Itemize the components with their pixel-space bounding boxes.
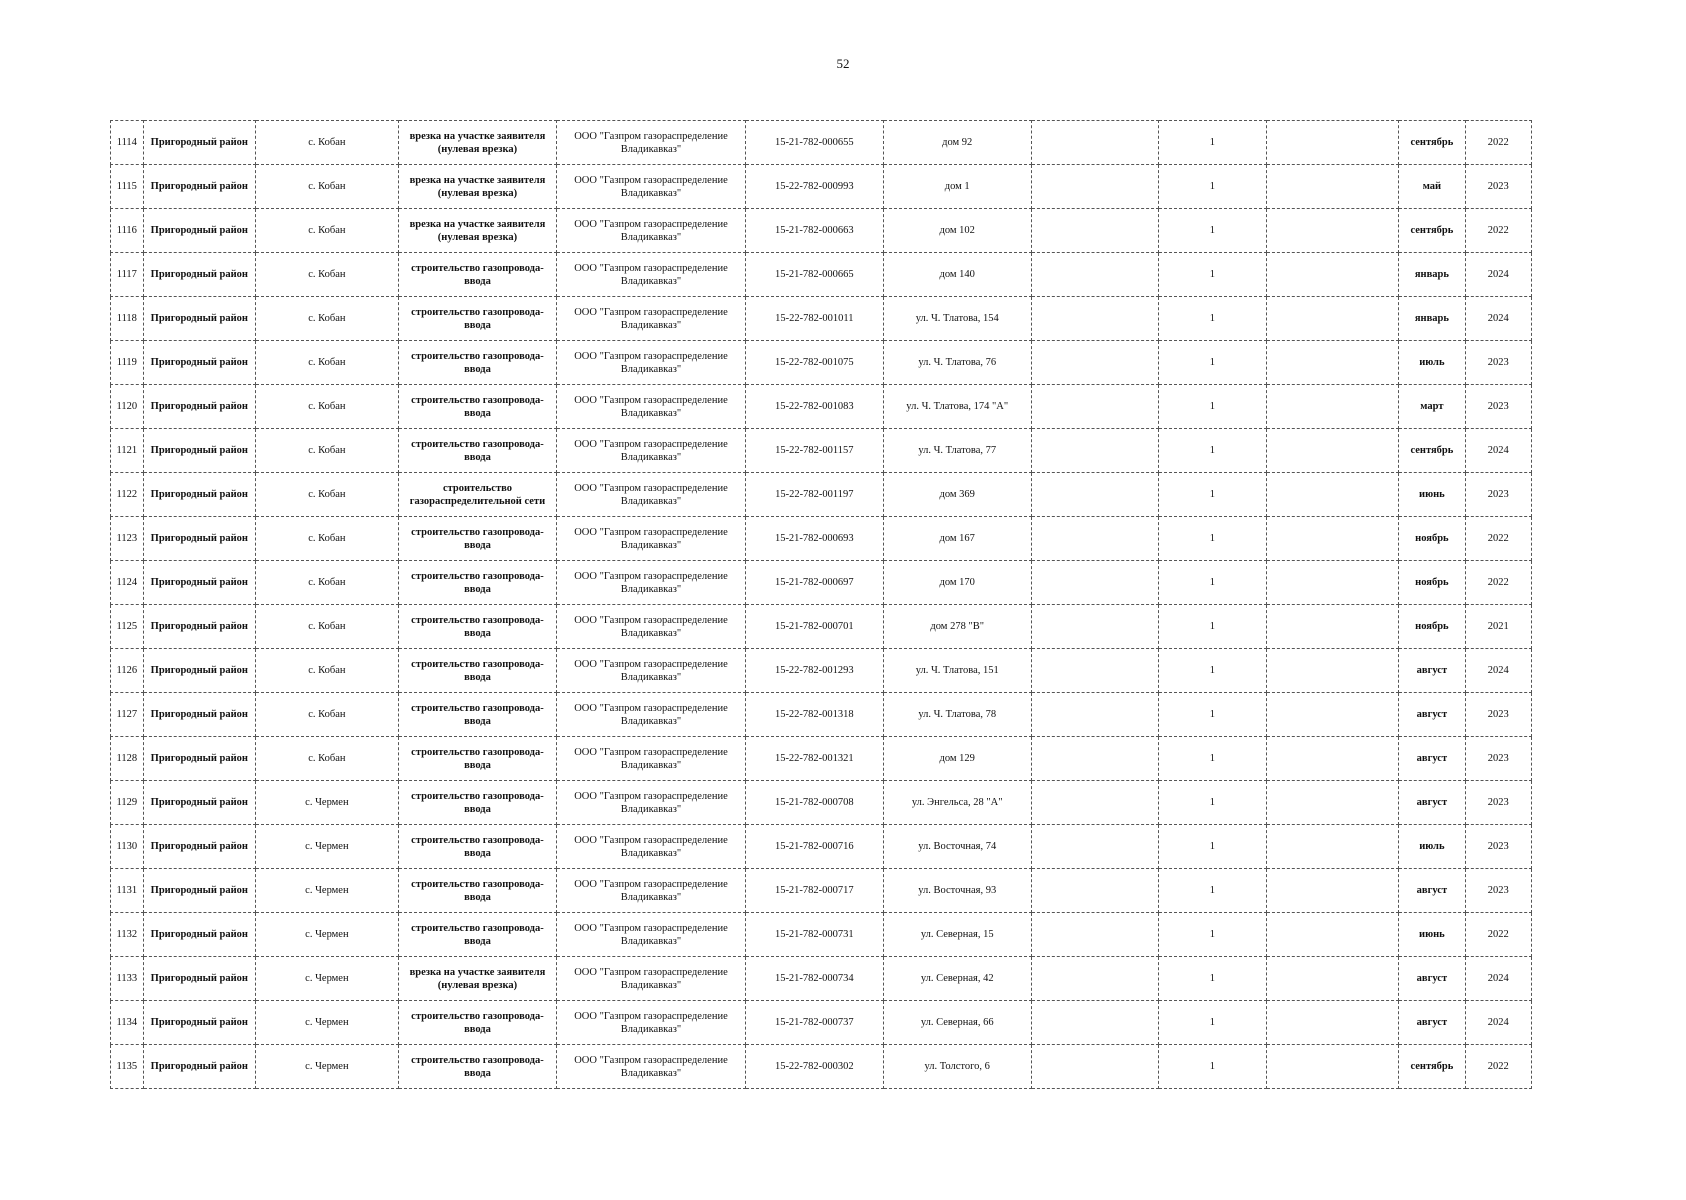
organization-cell: ООО "Газпром газораспределение Владикавказ" bbox=[557, 473, 746, 517]
district-cell: Пригородный район bbox=[143, 781, 255, 825]
empty-cell bbox=[1031, 121, 1159, 165]
village-cell: с. Кобан bbox=[255, 209, 398, 253]
application-number-cell: 15-22-782-000993 bbox=[745, 165, 883, 209]
table-row bbox=[111, 473, 1532, 517]
application-number-cell: 15-22-782-001083 bbox=[745, 385, 883, 429]
application-number-cell: 15-22-782-001075 bbox=[745, 341, 883, 385]
village-cell: с. Чермен bbox=[255, 1001, 398, 1045]
year-cell: 2022 bbox=[1465, 517, 1531, 561]
empty-cell bbox=[1031, 737, 1159, 781]
work-type-cell: строительство газопровода-ввода bbox=[398, 781, 556, 825]
district-cell: Пригородный район bbox=[143, 253, 255, 297]
district-cell: Пригородный район bbox=[143, 517, 255, 561]
district-cell: Пригородный район bbox=[143, 605, 255, 649]
village-cell: с. Кобан bbox=[255, 693, 398, 737]
organization-cell: ООО "Газпром газораспределение Владикавказ" bbox=[557, 1045, 746, 1089]
empty-cell bbox=[1266, 517, 1399, 561]
organization-cell: ООО "Газпром газораспределение Владикавказ" bbox=[557, 517, 746, 561]
row-number: 1130 bbox=[111, 825, 144, 869]
table-body bbox=[111, 121, 1532, 1089]
address-cell: дом 369 bbox=[883, 473, 1031, 517]
work-type-cell: строительство газопровода-ввода bbox=[398, 517, 556, 561]
month-cell: июнь bbox=[1399, 913, 1465, 957]
work-type-cell: строительство газопровода-ввода bbox=[398, 605, 556, 649]
work-type-cell: строительство газопровода-ввода bbox=[398, 869, 556, 913]
quantity-cell: 1 bbox=[1159, 385, 1266, 429]
year-cell: 2022 bbox=[1465, 121, 1531, 165]
work-type-cell: строительство газопровода-ввода bbox=[398, 1045, 556, 1089]
empty-cell bbox=[1266, 121, 1399, 165]
table-row bbox=[111, 429, 1532, 473]
empty-cell bbox=[1031, 473, 1159, 517]
address-cell: ул. Ч. Тлатова, 154 bbox=[883, 297, 1031, 341]
month-cell: сентябрь bbox=[1399, 209, 1465, 253]
application-number-cell: 15-21-782-000716 bbox=[745, 825, 883, 869]
row-number: 1129 bbox=[111, 781, 144, 825]
quantity-cell: 1 bbox=[1159, 1001, 1266, 1045]
empty-cell bbox=[1031, 1001, 1159, 1045]
organization-cell: ООО "Газпром газораспределение Владикавказ" bbox=[557, 825, 746, 869]
organization-cell: ООО "Газпром газораспределение Владикавказ" bbox=[557, 1001, 746, 1045]
application-number-cell: 15-21-782-000737 bbox=[745, 1001, 883, 1045]
month-cell: август bbox=[1399, 693, 1465, 737]
work-type-cell: врезка на участке заявителя (нулевая врезка) bbox=[398, 957, 556, 1001]
address-cell: ул. Восточная, 93 bbox=[883, 869, 1031, 913]
empty-cell bbox=[1031, 561, 1159, 605]
quantity-cell: 1 bbox=[1159, 121, 1266, 165]
row-number: 1125 bbox=[111, 605, 144, 649]
work-type-cell: врезка на участке заявителя (нулевая врезка) bbox=[398, 165, 556, 209]
table-row bbox=[111, 737, 1532, 781]
application-number-cell: 15-22-782-001318 bbox=[745, 693, 883, 737]
table-row bbox=[111, 825, 1532, 869]
work-type-cell: врезка на участке заявителя (нулевая врезка) bbox=[398, 209, 556, 253]
row-number: 1119 bbox=[111, 341, 144, 385]
empty-cell bbox=[1266, 737, 1399, 781]
table-row bbox=[111, 781, 1532, 825]
month-cell: май bbox=[1399, 165, 1465, 209]
district-cell: Пригородный район bbox=[143, 1045, 255, 1089]
application-number-cell: 15-21-782-000665 bbox=[745, 253, 883, 297]
empty-cell bbox=[1266, 913, 1399, 957]
village-cell: с. Чермен bbox=[255, 913, 398, 957]
empty-cell bbox=[1031, 341, 1159, 385]
work-type-cell: строительство газопровода-ввода bbox=[398, 385, 556, 429]
work-type-cell: строительство газопровода-ввода bbox=[398, 737, 556, 781]
empty-cell bbox=[1031, 165, 1159, 209]
month-cell: август bbox=[1399, 781, 1465, 825]
row-number: 1118 bbox=[111, 297, 144, 341]
row-number: 1121 bbox=[111, 429, 144, 473]
village-cell: с. Чермен bbox=[255, 869, 398, 913]
empty-cell bbox=[1031, 253, 1159, 297]
row-number: 1131 bbox=[111, 869, 144, 913]
page-number: 52 bbox=[836, 56, 850, 71]
organization-cell: ООО "Газпром газораспределение Владикавказ" bbox=[557, 385, 746, 429]
table-row bbox=[111, 341, 1532, 385]
row-number: 1123 bbox=[111, 517, 144, 561]
month-cell: ноябрь bbox=[1399, 605, 1465, 649]
address-cell: дом 170 bbox=[883, 561, 1031, 605]
district-cell: Пригородный район bbox=[143, 561, 255, 605]
district-cell: Пригородный район bbox=[143, 649, 255, 693]
year-cell: 2024 bbox=[1465, 253, 1531, 297]
empty-cell bbox=[1266, 825, 1399, 869]
application-number-cell: 15-21-782-000708 bbox=[745, 781, 883, 825]
empty-cell bbox=[1266, 561, 1399, 605]
district-cell: Пригородный район bbox=[143, 737, 255, 781]
table-row bbox=[111, 561, 1532, 605]
year-cell: 2023 bbox=[1465, 693, 1531, 737]
table-row bbox=[111, 121, 1532, 165]
address-cell: ул. Ч. Тлатова, 151 bbox=[883, 649, 1031, 693]
empty-cell bbox=[1031, 605, 1159, 649]
table-row bbox=[111, 693, 1532, 737]
village-cell: с. Чермен bbox=[255, 825, 398, 869]
application-number-cell: 15-22-782-001011 bbox=[745, 297, 883, 341]
address-cell: ул. Ч. Тлатова, 174 "А" bbox=[883, 385, 1031, 429]
table-row bbox=[111, 253, 1532, 297]
empty-cell bbox=[1266, 209, 1399, 253]
village-cell: с. Чермен bbox=[255, 957, 398, 1001]
work-type-cell: строительство газопровода-ввода bbox=[398, 1001, 556, 1045]
row-number: 1126 bbox=[111, 649, 144, 693]
organization-cell: ООО "Газпром газораспределение Владикавказ" bbox=[557, 693, 746, 737]
empty-cell bbox=[1266, 253, 1399, 297]
month-cell: август bbox=[1399, 957, 1465, 1001]
empty-cell bbox=[1266, 957, 1399, 1001]
district-cell: Пригородный район bbox=[143, 429, 255, 473]
year-cell: 2023 bbox=[1465, 825, 1531, 869]
month-cell: ноябрь bbox=[1399, 517, 1465, 561]
application-number-cell: 15-22-782-001321 bbox=[745, 737, 883, 781]
quantity-cell: 1 bbox=[1159, 341, 1266, 385]
village-cell: с. Кобан bbox=[255, 429, 398, 473]
table-row bbox=[111, 165, 1532, 209]
organization-cell: ООО "Газпром газораспределение Владикавказ" bbox=[557, 253, 746, 297]
district-cell: Пригородный район bbox=[143, 341, 255, 385]
empty-cell bbox=[1031, 957, 1159, 1001]
empty-cell bbox=[1031, 209, 1159, 253]
year-cell: 2024 bbox=[1465, 649, 1531, 693]
quantity-cell: 1 bbox=[1159, 561, 1266, 605]
address-cell: ул. Восточная, 74 bbox=[883, 825, 1031, 869]
application-number-cell: 15-22-782-001157 bbox=[745, 429, 883, 473]
empty-cell bbox=[1031, 297, 1159, 341]
empty-cell bbox=[1031, 517, 1159, 561]
village-cell: с. Чермен bbox=[255, 1045, 398, 1089]
quantity-cell: 1 bbox=[1159, 781, 1266, 825]
village-cell: с. Кобан bbox=[255, 385, 398, 429]
work-type-cell: строительство газопровода-ввода bbox=[398, 429, 556, 473]
quantity-cell: 1 bbox=[1159, 429, 1266, 473]
month-cell: август bbox=[1399, 649, 1465, 693]
organization-cell: ООО "Газпром газораспределение Владикавказ" bbox=[557, 209, 746, 253]
empty-cell bbox=[1266, 385, 1399, 429]
work-type-cell: строительство газопровода-ввода bbox=[398, 561, 556, 605]
work-type-cell: строительство газопровода-ввода bbox=[398, 341, 556, 385]
empty-cell bbox=[1266, 781, 1399, 825]
address-cell: ул. Ч. Тлатова, 78 bbox=[883, 693, 1031, 737]
application-number-cell: 15-22-782-001293 bbox=[745, 649, 883, 693]
organization-cell: ООО "Газпром газораспределение Владикавказ" bbox=[557, 957, 746, 1001]
quantity-cell: 1 bbox=[1159, 517, 1266, 561]
empty-cell bbox=[1031, 429, 1159, 473]
empty-cell bbox=[1266, 473, 1399, 517]
address-cell: дом 92 bbox=[883, 121, 1031, 165]
empty-cell bbox=[1266, 429, 1399, 473]
row-number: 1134 bbox=[111, 1001, 144, 1045]
year-cell: 2023 bbox=[1465, 165, 1531, 209]
row-number: 1122 bbox=[111, 473, 144, 517]
address-cell: дом 1 bbox=[883, 165, 1031, 209]
empty-cell bbox=[1266, 297, 1399, 341]
row-number: 1124 bbox=[111, 561, 144, 605]
village-cell: с. Кобан bbox=[255, 341, 398, 385]
work-type-cell: врезка на участке заявителя (нулевая врезка) bbox=[398, 121, 556, 165]
address-cell: ул. Северная, 66 bbox=[883, 1001, 1031, 1045]
month-cell: март bbox=[1399, 385, 1465, 429]
empty-cell bbox=[1266, 341, 1399, 385]
month-cell: ноябрь bbox=[1399, 561, 1465, 605]
empty-cell bbox=[1266, 1045, 1399, 1089]
quantity-cell: 1 bbox=[1159, 209, 1266, 253]
row-number: 1128 bbox=[111, 737, 144, 781]
organization-cell: ООО "Газпром газораспределение Владикавказ" bbox=[557, 913, 746, 957]
application-number-cell: 15-21-782-000655 bbox=[745, 121, 883, 165]
district-cell: Пригородный район bbox=[143, 121, 255, 165]
quantity-cell: 1 bbox=[1159, 649, 1266, 693]
empty-cell bbox=[1266, 605, 1399, 649]
village-cell: с. Кобан bbox=[255, 605, 398, 649]
row-number: 1135 bbox=[111, 1045, 144, 1089]
empty-cell bbox=[1266, 693, 1399, 737]
organization-cell: ООО "Газпром газораспределение Владикавказ" bbox=[557, 429, 746, 473]
table-row bbox=[111, 1001, 1532, 1045]
village-cell: с. Кобан bbox=[255, 649, 398, 693]
work-type-cell: строительство газопровода-ввода bbox=[398, 693, 556, 737]
district-cell: Пригородный район bbox=[143, 1001, 255, 1045]
address-cell: ул. Северная, 15 bbox=[883, 913, 1031, 957]
organization-cell: ООО "Газпром газораспределение Владикавказ" bbox=[557, 121, 746, 165]
row-number: 1114 bbox=[111, 121, 144, 165]
district-cell: Пригородный район bbox=[143, 693, 255, 737]
empty-cell bbox=[1031, 825, 1159, 869]
organization-cell: ООО "Газпром газораспределение Владикавказ" bbox=[557, 649, 746, 693]
quantity-cell: 1 bbox=[1159, 165, 1266, 209]
year-cell: 2024 bbox=[1465, 957, 1531, 1001]
month-cell: август bbox=[1399, 869, 1465, 913]
year-cell: 2022 bbox=[1465, 1045, 1531, 1089]
month-cell: январь bbox=[1399, 253, 1465, 297]
address-cell: дом 129 bbox=[883, 737, 1031, 781]
table-row bbox=[111, 957, 1532, 1001]
district-cell: Пригородный район bbox=[143, 869, 255, 913]
empty-cell bbox=[1266, 869, 1399, 913]
row-number: 1133 bbox=[111, 957, 144, 1001]
month-cell: сентябрь bbox=[1399, 429, 1465, 473]
organization-cell: ООО "Газпром газораспределение Владикавказ" bbox=[557, 561, 746, 605]
work-type-cell: строительство газопровода-ввода bbox=[398, 913, 556, 957]
organization-cell: ООО "Газпром газораспределение Владикавказ" bbox=[557, 781, 746, 825]
quantity-cell: 1 bbox=[1159, 605, 1266, 649]
village-cell: с. Кобан bbox=[255, 253, 398, 297]
application-number-cell: 15-22-782-001197 bbox=[745, 473, 883, 517]
year-cell: 2023 bbox=[1465, 473, 1531, 517]
quantity-cell: 1 bbox=[1159, 1045, 1266, 1089]
row-number: 1115 bbox=[111, 165, 144, 209]
quantity-cell: 1 bbox=[1159, 957, 1266, 1001]
year-cell: 2023 bbox=[1465, 737, 1531, 781]
table-row bbox=[111, 297, 1532, 341]
empty-cell bbox=[1266, 165, 1399, 209]
work-type-cell: строительство газопровода-ввода bbox=[398, 649, 556, 693]
table-row bbox=[111, 869, 1532, 913]
quantity-cell: 1 bbox=[1159, 869, 1266, 913]
application-number-cell: 15-21-782-000731 bbox=[745, 913, 883, 957]
empty-cell bbox=[1031, 385, 1159, 429]
application-number-cell: 15-21-782-000701 bbox=[745, 605, 883, 649]
address-cell: дом 278 "В" bbox=[883, 605, 1031, 649]
district-cell: Пригородный район bbox=[143, 209, 255, 253]
district-cell: Пригородный район bbox=[143, 473, 255, 517]
empty-cell bbox=[1031, 913, 1159, 957]
village-cell: с. Кобан bbox=[255, 297, 398, 341]
year-cell: 2024 bbox=[1465, 429, 1531, 473]
quantity-cell: 1 bbox=[1159, 297, 1266, 341]
address-cell: ул. Энгельса, 28 "А" bbox=[883, 781, 1031, 825]
row-number: 1116 bbox=[111, 209, 144, 253]
quantity-cell: 1 bbox=[1159, 737, 1266, 781]
organization-cell: ООО "Газпром газораспределение Владикавказ" bbox=[557, 737, 746, 781]
district-cell: Пригородный район bbox=[143, 165, 255, 209]
village-cell: с. Чермен bbox=[255, 781, 398, 825]
application-number-cell: 15-21-782-000717 bbox=[745, 869, 883, 913]
village-cell: с. Кобан bbox=[255, 561, 398, 605]
village-cell: с. Кобан bbox=[255, 121, 398, 165]
application-number-cell: 15-21-782-000734 bbox=[745, 957, 883, 1001]
empty-cell bbox=[1031, 649, 1159, 693]
row-number: 1120 bbox=[111, 385, 144, 429]
month-cell: январь bbox=[1399, 297, 1465, 341]
address-cell: дом 102 bbox=[883, 209, 1031, 253]
month-cell: август bbox=[1399, 737, 1465, 781]
district-cell: Пригородный район bbox=[143, 385, 255, 429]
organization-cell: ООО "Газпром газораспределение Владикавказ" bbox=[557, 341, 746, 385]
empty-cell bbox=[1266, 649, 1399, 693]
quantity-cell: 1 bbox=[1159, 913, 1266, 957]
work-type-cell: строительство газопровода-ввода bbox=[398, 297, 556, 341]
organization-cell: ООО "Газпром газораспределение Владикавказ" bbox=[557, 869, 746, 913]
organization-cell: ООО "Газпром газораспределение Владикавказ" bbox=[557, 165, 746, 209]
address-cell: ул. Ч. Тлатова, 76 bbox=[883, 341, 1031, 385]
year-cell: 2024 bbox=[1465, 297, 1531, 341]
empty-cell bbox=[1031, 781, 1159, 825]
work-type-cell: строительство газораспределительной сети bbox=[398, 473, 556, 517]
application-number-cell: 15-21-782-000697 bbox=[745, 561, 883, 605]
table-row bbox=[111, 1045, 1532, 1089]
quantity-cell: 1 bbox=[1159, 253, 1266, 297]
district-cell: Пригородный район bbox=[143, 913, 255, 957]
year-cell: 2023 bbox=[1465, 385, 1531, 429]
address-cell: ул. Ч. Тлатова, 77 bbox=[883, 429, 1031, 473]
quantity-cell: 1 bbox=[1159, 473, 1266, 517]
district-cell: Пригородный район bbox=[143, 825, 255, 869]
month-cell: сентябрь bbox=[1399, 1045, 1465, 1089]
year-cell: 2023 bbox=[1465, 869, 1531, 913]
application-number-cell: 15-21-782-000663 bbox=[745, 209, 883, 253]
address-cell: ул. Толстого, 6 bbox=[883, 1045, 1031, 1089]
application-number-cell: 15-21-782-000693 bbox=[745, 517, 883, 561]
year-cell: 2022 bbox=[1465, 209, 1531, 253]
row-number: 1117 bbox=[111, 253, 144, 297]
table-row bbox=[111, 385, 1532, 429]
table-row bbox=[111, 209, 1532, 253]
organization-cell: ООО "Газпром газораспределение Владикавказ" bbox=[557, 605, 746, 649]
year-cell: 2022 bbox=[1465, 561, 1531, 605]
month-cell: июнь bbox=[1399, 473, 1465, 517]
empty-cell bbox=[1266, 1001, 1399, 1045]
empty-cell bbox=[1031, 869, 1159, 913]
village-cell: с. Кобан bbox=[255, 737, 398, 781]
work-type-cell: строительство газопровода-ввода bbox=[398, 253, 556, 297]
table-row bbox=[111, 605, 1532, 649]
quantity-cell: 1 bbox=[1159, 693, 1266, 737]
quantity-cell: 1 bbox=[1159, 825, 1266, 869]
application-number-cell: 15-22-782-000302 bbox=[745, 1045, 883, 1089]
year-cell: 2024 bbox=[1465, 1001, 1531, 1045]
table-row bbox=[111, 649, 1532, 693]
month-cell: август bbox=[1399, 1001, 1465, 1045]
district-cell: Пригородный район bbox=[143, 297, 255, 341]
row-number: 1132 bbox=[111, 913, 144, 957]
district-cell: Пригородный район bbox=[143, 957, 255, 1001]
table-row bbox=[111, 517, 1532, 561]
address-cell: дом 140 bbox=[883, 253, 1031, 297]
empty-cell bbox=[1031, 693, 1159, 737]
row-number: 1127 bbox=[111, 693, 144, 737]
work-type-cell: строительство газопровода-ввода bbox=[398, 825, 556, 869]
empty-cell bbox=[1031, 1045, 1159, 1089]
year-cell: 2023 bbox=[1465, 341, 1531, 385]
organization-cell: ООО "Газпром газораспределение Владикавказ" bbox=[557, 297, 746, 341]
month-cell: июль bbox=[1399, 825, 1465, 869]
village-cell: с. Кобан bbox=[255, 165, 398, 209]
month-cell: сентябрь bbox=[1399, 121, 1465, 165]
year-cell: 2023 bbox=[1465, 781, 1531, 825]
village-cell: с. Кобан bbox=[255, 517, 398, 561]
year-cell: 2021 bbox=[1465, 605, 1531, 649]
year-cell: 2022 bbox=[1465, 913, 1531, 957]
address-cell: ул. Северная, 42 bbox=[883, 957, 1031, 1001]
data-table bbox=[110, 120, 1532, 1089]
village-cell: с. Кобан bbox=[255, 473, 398, 517]
address-cell: дом 167 bbox=[883, 517, 1031, 561]
month-cell: июль bbox=[1399, 341, 1465, 385]
table-row bbox=[111, 913, 1532, 957]
